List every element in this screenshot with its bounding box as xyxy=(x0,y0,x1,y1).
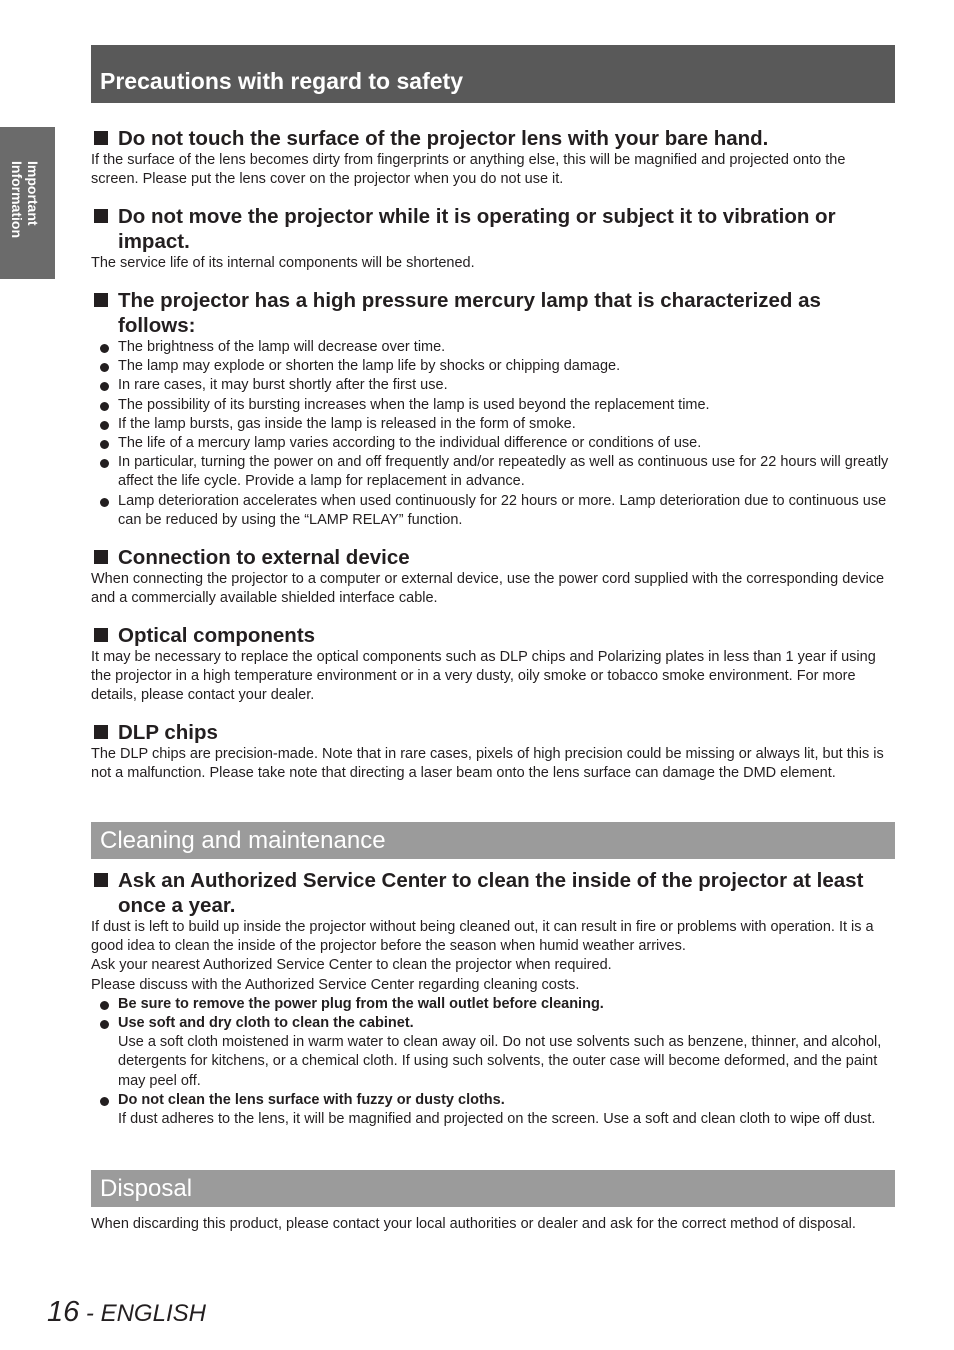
bullet-dot-icon xyxy=(100,421,109,430)
cleaning-list xyxy=(91,995,896,1129)
bullet-dot-icon xyxy=(100,459,109,468)
heading-text: The projector has a high pressure mercury lamp that is characterized as follows: xyxy=(118,289,821,337)
list-item xyxy=(91,995,896,1014)
bullet-dot-icon xyxy=(100,363,109,372)
bullet-dot-icon xyxy=(100,344,109,353)
list-item-title: Be sure to remove the power plug from the wall outlet before cleaning. xyxy=(118,995,604,1012)
list-item xyxy=(91,434,896,453)
list-item xyxy=(91,396,896,415)
bullet-dot-icon xyxy=(100,1001,109,1010)
page-number: 16 xyxy=(47,1296,80,1328)
section-heading xyxy=(91,720,896,745)
square-bullet-icon xyxy=(94,873,108,887)
paragraph: When discarding this product, please contact your local authorities or dealer and ask for the correct method of disposal. xyxy=(91,1216,856,1232)
list-item xyxy=(91,376,896,395)
section-heading xyxy=(91,288,896,338)
list-item-title: Use soft and dry cloth to clean the cabinet. xyxy=(118,1015,414,1032)
list-item-text: The lamp may explode or shorten the lamp life by shocks or chipping damage. xyxy=(118,358,621,375)
paragraph: If the surface of the lens becomes dirty from fingerprints or anything else, this will be magnified and projected onto the screen. Please put the lens cover on the projector when you do not use it. xyxy=(91,152,846,188)
square-bullet-icon xyxy=(94,209,108,223)
list-item-text: The life of a mercury lamp varies according to the individual difference or conditions of use. xyxy=(118,435,702,452)
list-item xyxy=(91,1014,896,1091)
page-footer xyxy=(47,1296,206,1329)
list-item xyxy=(91,415,896,434)
list-item-text: The brightness of the lamp will decrease over time. xyxy=(118,339,446,355)
list-item-text: If the lamp bursts, gas inside the lamp is released in the form of smoke. xyxy=(118,415,576,432)
section-heading xyxy=(91,204,896,254)
heading-text: DLP chips xyxy=(118,721,218,744)
list-item-text: In particular, turning the power on and off frequently and/or repeatedly as well as continuous use for 22 hours will greatly affect the life cycle. Provide a lamp for replacement in advance. xyxy=(118,454,889,490)
list-item-text: In rare cases, it may burst shortly after the first use. xyxy=(118,377,448,394)
list-item-text: Use a soft cloth moistened in warm water to clean away oil. Do not use solvents such as benzene, thinner, and alcohol, detergents for kitchens, or a chemical cloth. If using such solvents, the outer case will become deformed, and the paint may peel off. xyxy=(118,1034,882,1089)
heading-text: Do not touch the surface of the projector lens with your bare hand. xyxy=(118,127,769,150)
section-heading xyxy=(91,623,896,648)
list-item xyxy=(91,1091,896,1129)
paragraph: Please discuss with the Authorized Service Center regarding cleaning costs. xyxy=(91,976,580,993)
bullet-dot-icon xyxy=(100,402,109,411)
side-tab-line2: Information xyxy=(9,161,25,238)
square-bullet-icon xyxy=(94,725,108,739)
heading-text: Optical components xyxy=(118,624,316,647)
section-heading xyxy=(91,126,896,151)
paragraph: The DLP chips are precision-made. Note that in rare cases, pixels of high precision could be missing or always lit, but this is not a malfunction. Please take note that directing a laser beam onto the lens surface can damage the DMD element. xyxy=(91,746,884,782)
square-bullet-icon xyxy=(94,628,108,642)
bullet-dot-icon xyxy=(100,1097,109,1106)
paragraph: Ask your nearest Authorized Service Center to clean the projector when required. xyxy=(91,957,612,974)
section-heading xyxy=(91,868,896,918)
bullet-dot-icon xyxy=(100,382,109,391)
section-header-precautions xyxy=(91,45,895,103)
square-bullet-icon xyxy=(94,131,108,145)
square-bullet-icon xyxy=(94,550,108,564)
bullet-dot-icon xyxy=(100,498,109,507)
list-item xyxy=(91,357,896,376)
paragraph: The service life of its internal components will be shortened. xyxy=(91,255,475,271)
section-title: Cleaning and maintenance xyxy=(100,827,386,854)
list-item xyxy=(91,453,896,491)
side-tab xyxy=(0,127,55,279)
dlp-section xyxy=(91,720,896,783)
paragraph: When connecting the projector to a computer or external device, use the power cord supplied with the corresponding device and a commercially available shielded interface cable. xyxy=(91,571,885,607)
side-tab-line1: Important xyxy=(25,161,41,226)
list-item-text: If dust adheres to the lens, it will be magnified and projected on the screen. Use a soft and clean cloth to wipe off dust. xyxy=(118,1111,876,1128)
move-section xyxy=(91,204,896,273)
heading-text: Do not move the projector while it is operating or subject it to vibration or impact. xyxy=(118,205,836,253)
optical-section xyxy=(91,623,896,706)
square-bullet-icon xyxy=(94,293,108,307)
heading-text: Ask an Authorized Service Center to clean the inside of the projector at least once a year. xyxy=(118,869,864,917)
section-header-cleaning xyxy=(91,822,895,859)
list-item-text: The possibility of its bursting increases when the lamp is used beyond the replacement time. xyxy=(118,396,710,413)
section-title: Precautions with regard to safety xyxy=(100,68,463,94)
paragraph: If dust is left to build up inside the projector without being cleaned out, it can result in fire or problems with operation. It is a good idea to clean the inside of the projector before the season when humid weather arrives. xyxy=(91,919,874,955)
section-header-disposal xyxy=(91,1170,895,1207)
lamp-section xyxy=(91,288,896,530)
connection-section xyxy=(91,545,896,608)
lamp-list xyxy=(91,338,896,530)
section-heading xyxy=(91,545,896,570)
list-item-text: Lamp deterioration accelerates when used continuously for 22 hours or more. Lamp deterioration due to continuous use can be reduced by using the “LAMP RELAY” function. xyxy=(118,492,887,528)
bullet-dot-icon xyxy=(100,1020,109,1029)
heading-text: Connection to external device xyxy=(118,546,410,569)
paragraph: It may be necessary to replace the optical components such as DLP chips and Polarizing plates in less than 1 year if using the projector in a high temperature environment or in a very dusty, oily smoke or tobacco smoke environment. For more details, please contact your dealer. xyxy=(91,649,876,704)
page-language: - ENGLISH xyxy=(79,1300,206,1327)
cleaning-section xyxy=(91,868,896,1129)
disposal-section xyxy=(91,1215,896,1234)
section-title: Disposal xyxy=(100,1175,193,1202)
list-item xyxy=(91,492,896,530)
bullet-dot-icon xyxy=(100,440,109,449)
list-item xyxy=(91,338,896,357)
list-item-title: Do not clean the lens surface with fuzzy or dusty cloths. xyxy=(118,1091,505,1108)
lens-section xyxy=(91,126,896,189)
